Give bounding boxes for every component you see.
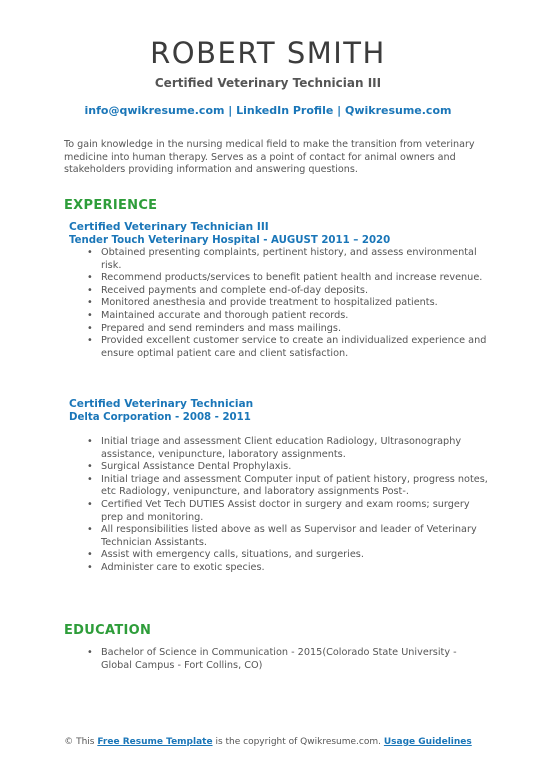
- usage-guidelines-link[interactable]: Usage Guidelines: [383, 737, 472, 747]
- education-entry: [69, 647, 489, 672]
- job-title: Certified Veterinary Technician III: [69, 221, 269, 233]
- list-item: • Monitored anesthesia and provide treatment to hospitalized patients.: [101, 297, 489, 310]
- footer-prefix: © This: [64, 737, 95, 747]
- education-bullets: [69, 647, 489, 672]
- job-title: Certified Veterinary Technician: [69, 398, 254, 410]
- list-item: • Provided excellent customer service to create an individualized experience and ensure optimal patient care and client satisfaction.: [101, 335, 489, 360]
- footer: [0, 737, 536, 747]
- free-resume-template-link[interactable]: Free Resume Template: [97, 737, 213, 747]
- list-item: • Bachelor of Science in Communication - 2015(Colorado State University - Global Campus - Fort Collins, CO): [101, 647, 489, 672]
- experience-heading: EXPERIENCE: [64, 198, 158, 213]
- list-item: • Certified Vet Tech DUTIES Assist doctor in surgery and exam rooms; surgery prep and monitoring.: [101, 499, 489, 524]
- job-company: Delta Corporation - 2008 - 2011: [69, 412, 251, 423]
- list-item: • Assist with emergency calls, situations, and surgeries.: [101, 549, 489, 562]
- list-item: • All responsibilities listed above as well as Supervisor and leader of Veterinary Technician Assistants.: [101, 524, 489, 549]
- list-item: • Obtained presenting complaints, pertinent history, and assess environmental risk.: [101, 247, 489, 272]
- list-item: • Prepared and send reminders and mass mailings.: [101, 323, 489, 336]
- list-item: • Received payments and complete end-of-day deposits.: [101, 285, 489, 298]
- list-item: • Initial triage and assessment Computer input of patient history, progress notes, etc Radiology, venipuncture, and laboratory assignments Post-.: [101, 474, 489, 499]
- list-item: • Surgical Assistance Dental Prophylaxis.: [101, 461, 489, 474]
- contact-line[interactable]: info@qwikresume.com | LinkedIn Profile | Qwikresume.com: [84, 104, 452, 117]
- list-item: • Administer care to exotic species.: [101, 562, 489, 575]
- job-entry-2: [69, 398, 489, 575]
- job-bullets: [69, 247, 489, 360]
- list-item: • Maintained accurate and thorough patient records.: [101, 310, 489, 323]
- list-item: • Recommend products/services to benefit patient health and increase revenue.: [101, 272, 489, 285]
- job-bullets: [69, 436, 489, 575]
- list-item: • Initial triage and assessment Client education Radiology, Ultrasonography assistance, venipuncture, laboratory assignments.: [101, 436, 489, 461]
- summary-paragraph: To gain knowledge in the nursing medical field to make the transition from veterinary medicine into human therapy. Serves as a point of contact for animal owners and stakeholders providing information and answering questions.: [64, 139, 475, 176]
- candidate-title: Certified Veterinary Technician III: [154, 76, 382, 90]
- job-entry-1: [69, 221, 489, 360]
- candidate-name: ROBERT SMITH: [150, 36, 386, 70]
- education-heading: EDUCATION: [64, 623, 152, 638]
- footer-copyright-text: is the copyright of Qwikresume.com.: [215, 737, 381, 747]
- job-company: Tender Touch Veterinary Hospital - AUGUST 2011 – 2020: [69, 235, 391, 246]
